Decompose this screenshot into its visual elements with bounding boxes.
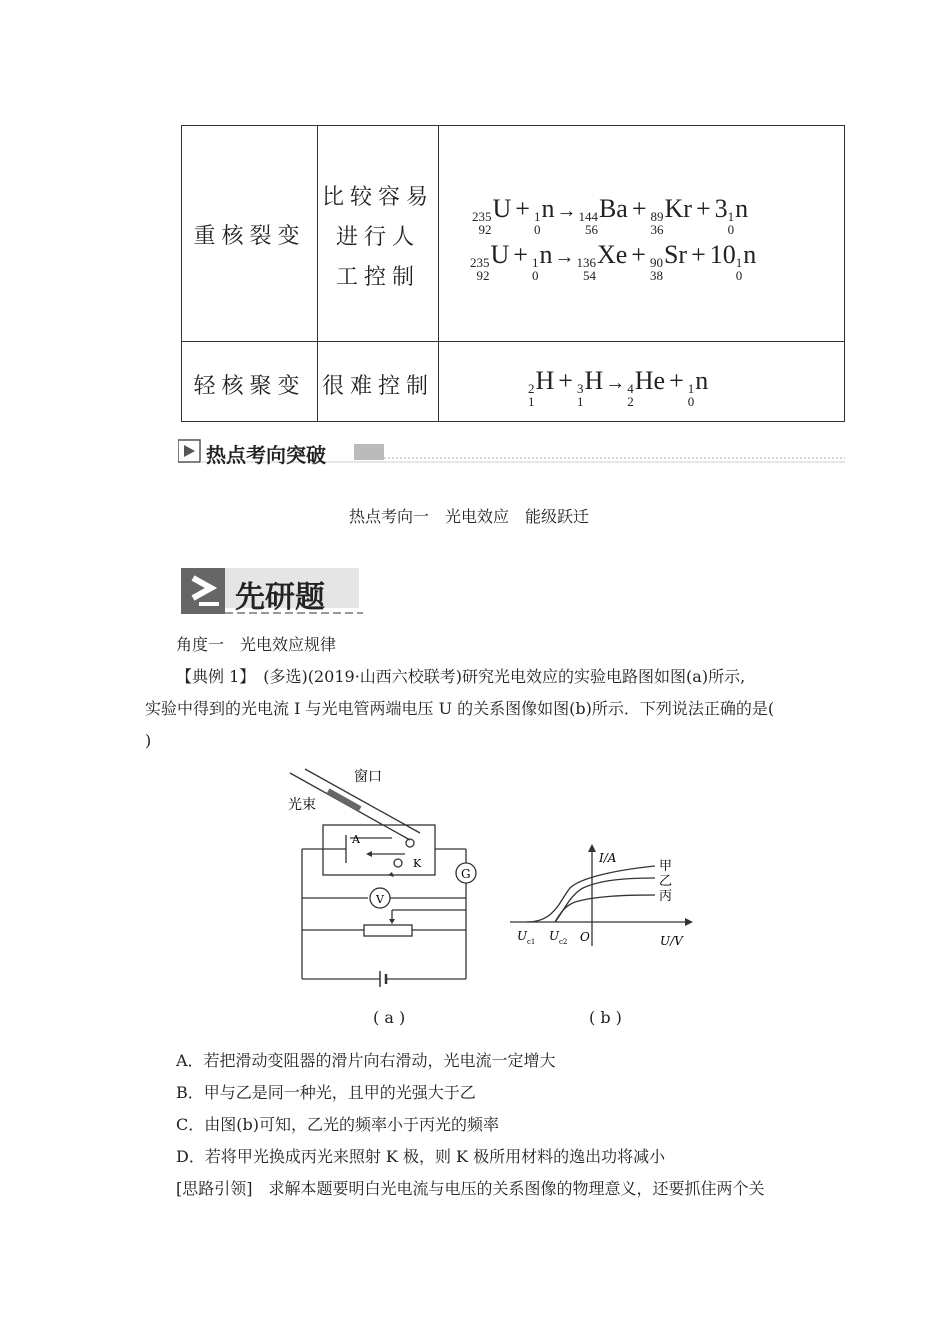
nuclide: 90 38 Sr bbox=[649, 240, 688, 283]
label-G: G bbox=[461, 867, 471, 881]
banner-title: 热点考向突破 bbox=[206, 443, 326, 467]
label-window: 窗口 bbox=[354, 769, 382, 785]
label-V: V bbox=[376, 893, 384, 906]
label-K: K bbox=[413, 857, 422, 870]
nuclide: 235 92 U bbox=[470, 240, 510, 283]
plus-sign: + bbox=[691, 240, 706, 269]
option-a: A．若把滑动变阻器的滑片向右滑动，光电流一定增大 bbox=[176, 1051, 556, 1070]
nuclide: 89 36 Kr bbox=[650, 194, 692, 237]
nuclide: 144 56 Ba bbox=[578, 194, 628, 237]
fission-equation-2 bbox=[470, 240, 756, 282]
nuclide: 3 1 H bbox=[576, 366, 604, 409]
nuclide: 1 0 n bbox=[533, 194, 555, 237]
plus-sign: + bbox=[513, 240, 528, 269]
nuclide: 1 0 n bbox=[735, 240, 757, 283]
label-A: A bbox=[352, 833, 360, 846]
example-line-3: ) bbox=[145, 731, 152, 750]
reaction-arrow: → bbox=[556, 200, 577, 222]
example-line-1: 【典例 1】 (多选)(2019·山西六校联考)研究光电效应的实验电路图如图(a)所示, bbox=[176, 667, 746, 686]
reaction-arrow: → bbox=[605, 372, 626, 394]
option-b: B．甲与乙是同一种光，且甲的光强大于乙 bbox=[176, 1083, 476, 1102]
coefficient: 3 bbox=[714, 194, 728, 223]
plus-sign: + bbox=[631, 194, 647, 223]
control-line: 工控制 bbox=[335, 265, 420, 290]
control-line: 进行人 bbox=[335, 225, 420, 250]
iv-graph bbox=[505, 840, 695, 955]
fission-equation-1 bbox=[472, 194, 748, 236]
table-divider bbox=[438, 126, 439, 421]
graph-label-bing: 丙 bbox=[659, 889, 673, 904]
reaction-arrow: → bbox=[554, 246, 575, 268]
plus-sign: + bbox=[558, 366, 573, 395]
graph-uc2-sub: c2 bbox=[559, 938, 568, 946]
angle-title: 角度一 光电效应规律 bbox=[176, 635, 337, 654]
graph-uc2: U bbox=[549, 929, 560, 943]
hint-line: [思路引领] 求解本题要明白光电流与电压的关系图像的物理意义，还要抓住两个关 bbox=[176, 1179, 765, 1198]
graph-label-yi: 乙 bbox=[659, 874, 673, 889]
plus-sign: + bbox=[515, 194, 530, 223]
plus-sign: + bbox=[695, 194, 711, 223]
plus-sign: + bbox=[669, 366, 684, 395]
nuclide: 1 0 n bbox=[687, 366, 709, 409]
nuclide: 136 54 Xe bbox=[576, 240, 628, 283]
row-name-fission: 重核裂变 bbox=[193, 224, 306, 249]
circuit-diagram bbox=[280, 765, 490, 1000]
option-c: C．由图(b)可知，乙光的频率小于丙光的频率 bbox=[176, 1115, 499, 1134]
reaction-table bbox=[181, 125, 845, 422]
section-banner bbox=[178, 436, 845, 467]
example-line-2: 实验中得到的光电流 I 与光电管两端电压 U 的关系图像如图(b)所示．下列说法正确的是( bbox=[145, 699, 775, 718]
graph-xlabel: U/V bbox=[660, 934, 683, 948]
nuclide: 1 0 n bbox=[727, 194, 749, 237]
table-divider bbox=[182, 341, 844, 342]
row-name-fusion: 轻核聚变 bbox=[193, 374, 306, 399]
nuclide: 1 0 n bbox=[531, 240, 553, 283]
nuclide: 2 1 H bbox=[528, 366, 555, 409]
graph-origin: O bbox=[580, 930, 590, 944]
xianyanti-text: 先研题 bbox=[235, 580, 325, 615]
control-line: 比较容易 bbox=[321, 185, 434, 210]
option-d: D．若将甲光换成丙光来照射 K 极，则 K 极所用材料的逸出功将减小 bbox=[176, 1147, 666, 1166]
graph-uc1: U bbox=[517, 929, 528, 943]
plus-sign: + bbox=[631, 240, 646, 269]
label-beam: 光束 bbox=[288, 797, 316, 813]
fusion-equation bbox=[528, 366, 708, 408]
figure-b-caption: ( b ) bbox=[589, 1008, 622, 1027]
nuclide: 4 2 He bbox=[627, 366, 666, 409]
graph-uc1-sub: c1 bbox=[527, 938, 536, 946]
figure-a-caption: ( a ) bbox=[373, 1008, 406, 1027]
graph-label-jia: 甲 bbox=[659, 859, 673, 874]
coefficient: 10 bbox=[709, 240, 736, 269]
row-control-fission bbox=[318, 178, 438, 298]
section-heading: 热点考向一 光电效应 能级跃迁 bbox=[349, 507, 590, 526]
xianyanti-label bbox=[181, 566, 363, 616]
graph-ylabel: I/A bbox=[599, 851, 617, 865]
row-control-fusion: 很难控制 bbox=[321, 374, 434, 399]
nuclide: 235 92 U bbox=[472, 194, 512, 237]
